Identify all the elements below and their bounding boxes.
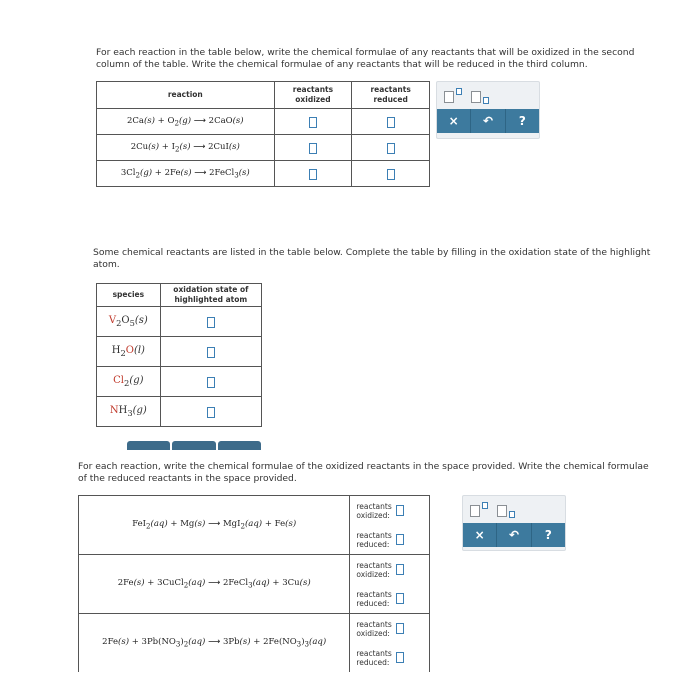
reduced-input[interactable] (387, 169, 395, 180)
superscript-icon[interactable] (470, 502, 490, 518)
reduced-input[interactable] (387, 143, 395, 154)
reaction-equation: $2Fe(s) + 3Pb(NO_3)_2(aq)$ ⟶ $3Pb(s) + 2Fe(NO_3)_3(aq)$ (79, 614, 350, 673)
reaction-equation: $2Cu(s) + I_2(s)$ ⟶ 2CuI(s) (97, 135, 275, 161)
table-row (79, 614, 430, 673)
species-formula: $H_2O(l)$ (97, 337, 161, 367)
table-row (79, 555, 430, 614)
undo-button[interactable]: ↶ (471, 109, 505, 133)
reaction-equation: FeI$_2$(aq) + Mg(s) ⟶ MgI$_2$(aq) + Fe(s) (79, 496, 350, 555)
table-row (79, 496, 430, 555)
reduced-label: reactants reduced: (356, 530, 392, 549)
oxidized-label: reactants oxidized: (356, 619, 392, 638)
tab-strip (127, 441, 261, 450)
section1-instructions: For each reaction in the table below, write the chemical formulae of any reactants that will be oxidized in the second column of the table. Write the chemical formulae of any reactants that will be reduced in the third column. (96, 47, 635, 70)
oxidized-input[interactable] (396, 623, 404, 634)
table-row (97, 367, 262, 397)
oxidation-state-table (96, 283, 262, 427)
oxidized-input[interactable] (309, 169, 317, 180)
header-oxidation-state: oxidation state of highlighted atom (160, 284, 261, 307)
oxidized-input[interactable] (309, 143, 317, 154)
header-reduced: reactants reduced (352, 82, 430, 109)
table-row (97, 135, 430, 161)
table-row (97, 161, 430, 187)
oxidized-input[interactable] (396, 564, 404, 575)
superscript-icon[interactable] (444, 88, 464, 104)
reaction-equation: $2Ca(s) + O_2(g)$ ⟶ 2CaO(s) (97, 109, 275, 135)
reduced-input[interactable] (396, 652, 404, 663)
reduced-input[interactable] (387, 117, 395, 128)
species-formula: $NH_3(g)$ (97, 397, 161, 427)
clear-button[interactable]: × (463, 523, 497, 547)
reduced-input[interactable] (396, 534, 404, 545)
reaction-equation: 2Fe(s) + 3CuCl$_2$(aq) ⟶ 2FeCl$_3$(aq) + 3Cu(s) (79, 555, 350, 614)
help-button[interactable]: ? (532, 523, 565, 547)
table-row (97, 337, 262, 367)
oxidation-state-input[interactable] (207, 317, 215, 328)
tab[interactable] (172, 441, 215, 450)
oxidized-label: reactants oxidized: (356, 560, 392, 579)
header-species: species (97, 284, 161, 307)
tab[interactable] (127, 441, 170, 450)
table-row (97, 397, 262, 427)
section2-instructions: Some chemical reactants are listed in the table below. Complete the table by filling in the oxidation state of the highlight atom. (93, 247, 651, 270)
oxidation-state-input[interactable] (207, 407, 215, 418)
subscript-icon[interactable] (471, 88, 491, 104)
help-button[interactable]: ? (506, 109, 539, 133)
reactions-table-1 (96, 81, 430, 187)
answer-toolbox (462, 495, 566, 551)
oxidation-state-input[interactable] (207, 377, 215, 388)
clear-button[interactable]: × (437, 109, 471, 133)
subscript-icon[interactable] (497, 502, 517, 518)
answer-toolbox (436, 81, 540, 139)
reduced-label: reactants reduced: (356, 589, 392, 608)
tab[interactable] (218, 441, 261, 450)
species-formula: $Cl_2(g)$ (97, 367, 161, 397)
oxidation-state-input[interactable] (207, 347, 215, 358)
header-reaction: reaction (97, 82, 275, 109)
table-row (97, 109, 430, 135)
undo-button[interactable]: ↶ (497, 523, 531, 547)
header-oxidized: reactants oxidized (274, 82, 352, 109)
reduced-label: reactants reduced: (356, 648, 392, 667)
oxidized-input[interactable] (396, 505, 404, 516)
section3-instructions: For each reaction, write the chemical formulae of the oxidized reactants in the space provided. Write the chemical formulae of the reduced reactants in the space provided. (78, 461, 649, 484)
reduced-input[interactable] (396, 593, 404, 604)
reactions-table-2 (78, 495, 430, 672)
reaction-equation: $3Cl_2(g) + 2Fe(s)$ ⟶ 2FeCl$_3$(s) (97, 161, 275, 187)
species-formula: $V_2O_5(s)$ (97, 307, 161, 337)
oxidized-label: reactants oxidized: (356, 501, 392, 520)
oxidized-input[interactable] (309, 117, 317, 128)
table-row (97, 307, 262, 337)
